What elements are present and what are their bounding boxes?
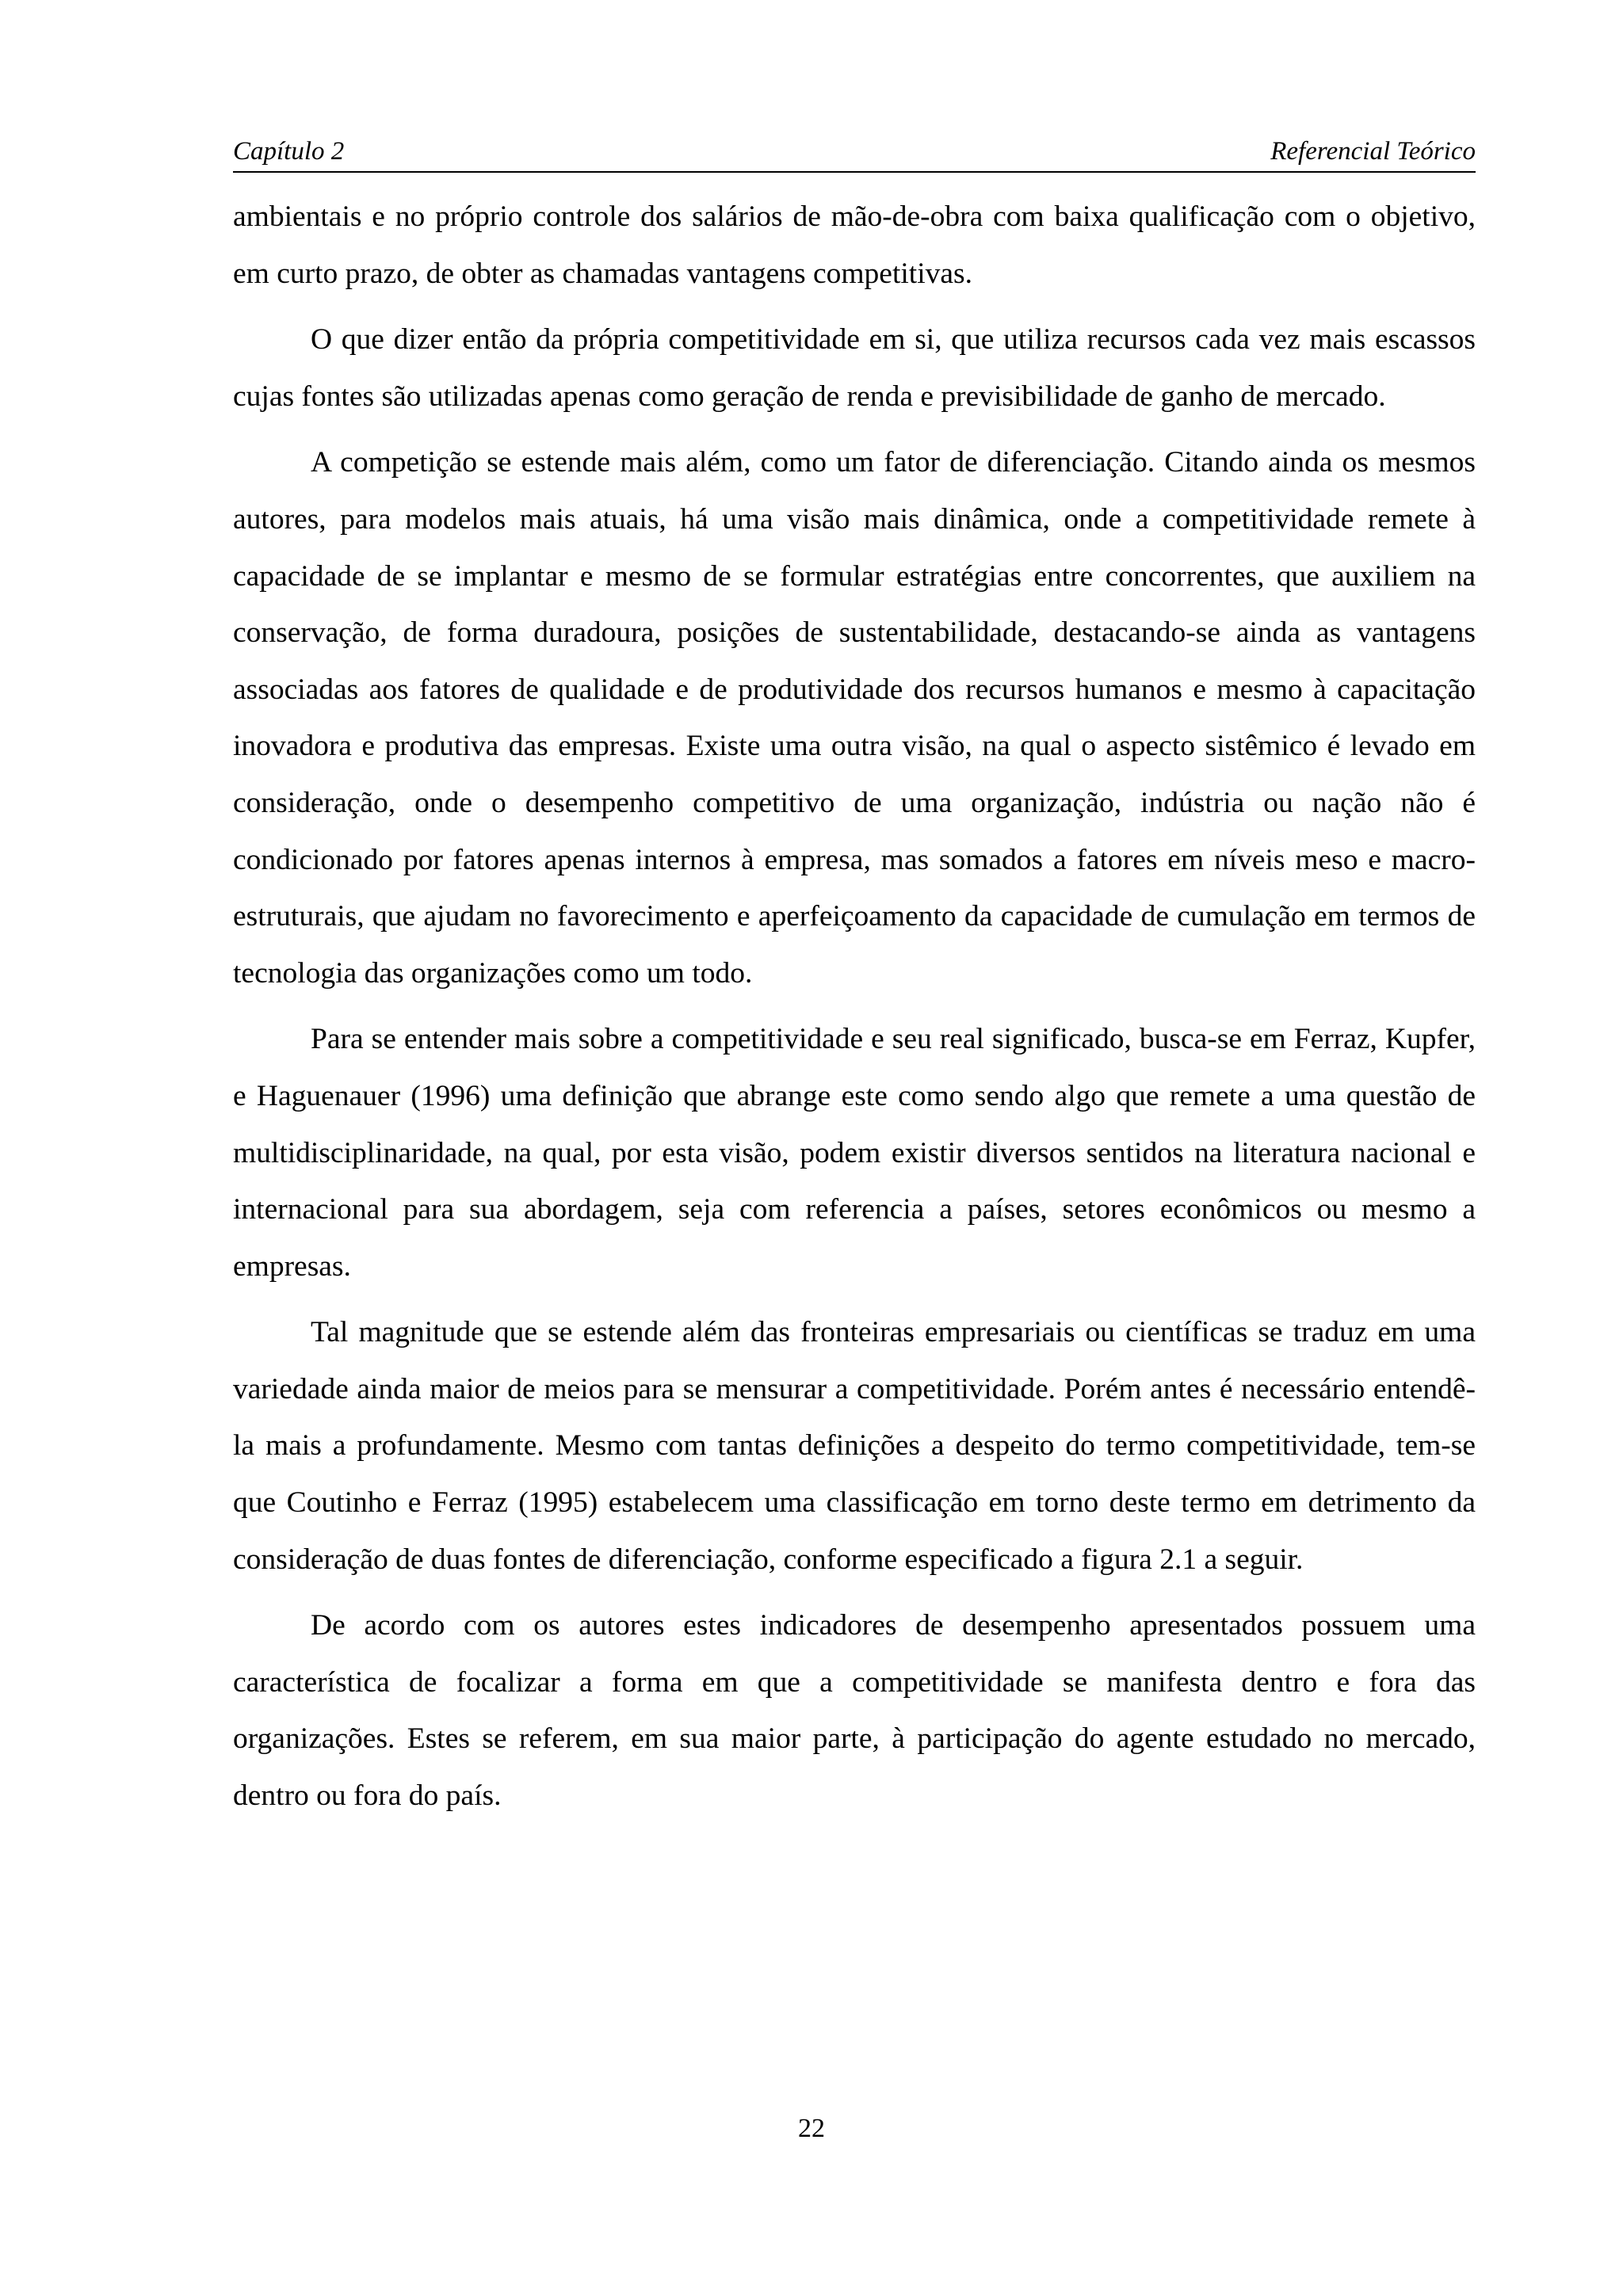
paragraph: Para se entender mais sobre a competitividade e seu real significado, busca-se em Ferraz, Kupfer, e Haguenauer (1996) uma definição que abrange este como sendo algo que remete a uma questão de multidisciplinaridade, na qual, por esta visão, podem existir diversos sentidos na literatura nacional e internacional para sua abordagem, seja com referencia a países, setores econômicos ou mesmo a empresas. [233, 1023, 1476, 1283]
paragraph-continued: ambientais e no próprio controle dos salários de mão-de-obra com baixa qualificação com o objetivo, em curto prazo, de obter as chamadas vantagens competitivas. [233, 200, 1476, 290]
running-header [233, 132, 1476, 173]
paragraph: A competição se estende mais além, como um fator de diferenciação. Citando ainda os mesmos autores, para modelos mais atuais, há uma visão mais dinâmica, onde a competitividade remete à capacidade de se implantar e mesmo de se formular estratégias entre concorrentes, que auxiliem na conservação, de forma duradoura, posições de sustentabilidade, destacando-se ainda as vantagens associadas aos fatores de qualidade e de produtividade dos recursos humanos e mesmo à capacitação inovadora e produtiva das empresas. Existe uma outra visão, na qual o aspecto sistêmico é levado em consideração, onde o desempenho competitivo de uma organização, indústria ou nação não é condicionado por fatores apenas internos à empresa, mas somados a fatores em níveis meso e macro-estruturais, que ajudam no favorecimento e aperfeiçoamento da capacidade de cumulação em termos de tecnologia das organizações como um todo. [233, 446, 1476, 990]
paragraph: Tal magnitude que se estende além das fronteiras empresariais ou científicas se traduz em uma variedade ainda maior de meios para se mensurar a competitividade. Porém antes é necessário entendê-la mais a profundamente. Mesmo com tantas definições a despeito do termo competitividade, tem-se que Coutinho e Ferraz (1995) estabelecem uma classificação em torno deste termo em detrimento da consideração de duas fontes de diferenciação, conforme especificado a figura 2.1 a seguir. [233, 1316, 1476, 1576]
paragraph: O que dizer então da própria competitividade em si, que utiliza recursos cada vez mais escassos cujas fontes são utilizadas apenas como geração de renda e previsibilidade de ganho de mercado. [233, 323, 1476, 413]
section-title: Referencial Teórico [1270, 137, 1476, 166]
paragraph: De acordo com os autores estes indicadores de desempenho apresentados possuem uma característica de focalizar a forma em que a competitividade se manifesta dentro e fora das organizações. Estes se referem, em sua maior parte, à participação do agente estudado no mercado, dentro ou fora do país. [233, 1609, 1476, 1813]
chapter-label: Capítulo 2 [233, 137, 345, 166]
page-number: 22 [798, 2114, 825, 2143]
body-text [233, 189, 1476, 1834]
